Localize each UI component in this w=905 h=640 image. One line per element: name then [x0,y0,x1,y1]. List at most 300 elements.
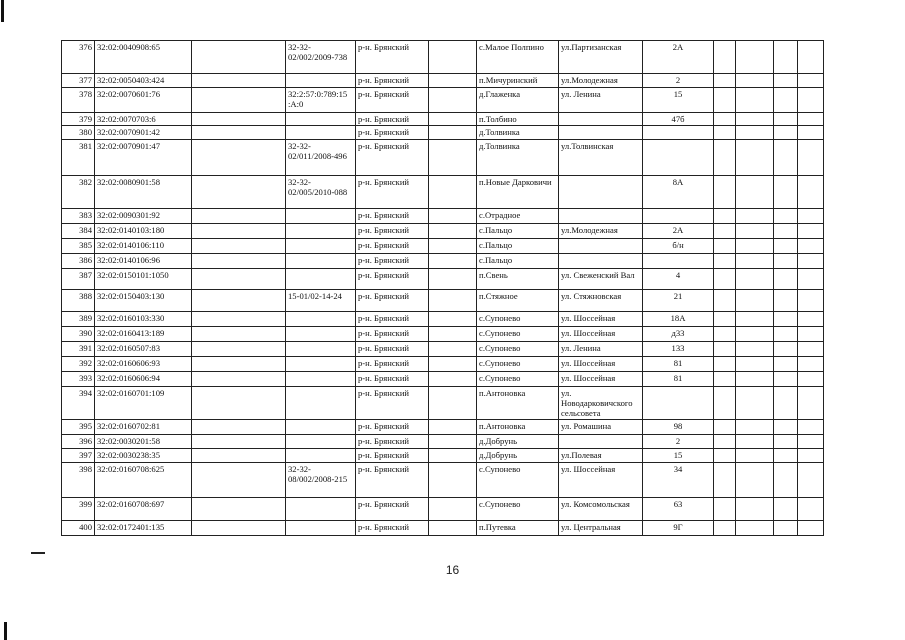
table-row [62,176,824,209]
cell-blank [774,140,798,176]
cell-blank [714,435,736,449]
cell-district: р-н. Брянский [356,209,429,224]
cell-blank [774,74,798,88]
cell-district: р-н. Брянский [356,449,429,463]
cell-district: р-н. Брянский [356,387,429,420]
cell-blank [798,463,824,498]
cell-blank [714,357,736,372]
cell-blank [798,435,824,449]
table-row [62,126,824,140]
cell-house-number: 63 [643,498,714,521]
cell-blank [736,342,774,357]
cell-blank [736,521,774,536]
cell-street: ул.Толвинская [559,140,643,176]
cell-blank [774,88,798,113]
cell-street: ул.Молодежная [559,224,643,239]
cell-district: р-н. Брянский [356,254,429,269]
cell-house-number [643,254,714,269]
cell-blank [774,420,798,435]
cell-registration-number [286,209,356,224]
cell-blank [774,387,798,420]
cell-registration-number: 32-32-02/011/2008-496 [286,140,356,176]
table-row [62,113,824,126]
cell-blank [736,224,774,239]
cell-settlement: п.Антоновка [477,387,559,420]
cell-blank [736,254,774,269]
cell-district: р-н. Брянский [356,269,429,290]
cell-settlement: с.Супонево [477,342,559,357]
cell-settlement: п.Свень [477,269,559,290]
cell-blank [429,357,477,372]
cell-blank [736,463,774,498]
cell-blank [192,224,286,239]
cell-blank [774,126,798,140]
table-row [62,498,824,521]
cell-house-number: 2А [643,224,714,239]
cell-house-number: 2 [643,435,714,449]
cell-district: р-н. Брянский [356,327,429,342]
cell-registration-number [286,372,356,387]
cell-blank [714,88,736,113]
cell-row-number: 392 [62,357,95,372]
cell-row-number: 382 [62,176,95,209]
cell-blank [714,290,736,312]
cell-settlement: п.Толбино [477,113,559,126]
cell-street: ул.Партизанская [559,41,643,74]
cell-house-number: 18А [643,312,714,327]
cell-house-number [643,209,714,224]
cell-blank [798,269,824,290]
cell-row-number: 380 [62,126,95,140]
cell-cadastral-number: 32:02:0080901:58 [95,176,192,209]
cell-registration-number [286,126,356,140]
cell-cadastral-number: 32:02:0070703:6 [95,113,192,126]
cell-settlement: с.Супонево [477,463,559,498]
cell-blank [429,327,477,342]
cell-blank [736,269,774,290]
cell-blank [736,387,774,420]
cell-cadastral-number: 32:02:0140106:110 [95,239,192,254]
cell-district: р-н. Брянский [356,140,429,176]
table-row [62,312,824,327]
cell-blank [429,312,477,327]
cell-blank [774,41,798,74]
table-row [62,224,824,239]
cell-blank [714,176,736,209]
cell-blank [798,290,824,312]
cell-registration-number [286,387,356,420]
cell-cadastral-number: 32:02:0160103:330 [95,312,192,327]
cell-district: р-н. Брянский [356,498,429,521]
table-row [62,463,824,498]
cell-blank [714,254,736,269]
table-row [62,88,824,113]
cell-district: р-н. Брянский [356,521,429,536]
cell-settlement: с.Пальцо [477,224,559,239]
cell-street [559,435,643,449]
cell-blank [774,312,798,327]
table-row [62,209,824,224]
cell-street: ул. Шоссейная [559,463,643,498]
cell-district: р-н. Брянский [356,239,429,254]
cell-blank [736,449,774,463]
cell-blank [774,463,798,498]
cell-settlement: д.Добрунь [477,435,559,449]
cell-house-number: 98 [643,420,714,435]
cell-district: р-н. Брянский [356,74,429,88]
cell-street: ул. Ленина [559,88,643,113]
cell-blank [798,420,824,435]
cell-street [559,113,643,126]
cell-blank [774,224,798,239]
cell-blank [192,209,286,224]
cell-row-number: 386 [62,254,95,269]
cell-settlement: п.Путевка [477,521,559,536]
cell-blank [774,449,798,463]
cell-row-number: 381 [62,140,95,176]
cell-street: ул. Комсомольская [559,498,643,521]
cell-settlement: с.Супонево [477,372,559,387]
cell-blank [429,290,477,312]
cell-street: ул. Новодарковичского сельсовета [559,387,643,420]
cell-blank [736,357,774,372]
cell-blank [714,224,736,239]
cell-district: р-н. Брянский [356,88,429,113]
cell-settlement: п.Антоновка [477,420,559,435]
cell-street: ул. Шоссейная [559,327,643,342]
cell-house-number: 2 [643,74,714,88]
cell-district: р-н. Брянский [356,290,429,312]
cell-blank [774,290,798,312]
cell-settlement: д.Глаженка [477,88,559,113]
cell-blank [192,372,286,387]
cell-blank [192,463,286,498]
cell-settlement: с.Отрадное [477,209,559,224]
cell-house-number: 8А [643,176,714,209]
cell-blank [798,498,824,521]
cell-street: ул. Шоссейная [559,312,643,327]
cell-blank [798,209,824,224]
cell-row-number: 376 [62,41,95,74]
cell-blank [736,239,774,254]
cell-blank [736,74,774,88]
cell-row-number: 383 [62,209,95,224]
cell-blank [429,420,477,435]
cell-street: ул.Полевая [559,449,643,463]
cell-blank [798,88,824,113]
table-row [62,420,824,435]
cell-blank [429,449,477,463]
cell-district: р-н. Брянский [356,113,429,126]
cell-district: р-н. Брянский [356,224,429,239]
cell-blank [714,449,736,463]
cell-registration-number [286,420,356,435]
cell-blank [798,176,824,209]
table-row [62,449,824,463]
table-body [62,41,824,536]
cell-blank [429,435,477,449]
cell-blank [714,74,736,88]
cell-blank [714,312,736,327]
cell-blank [714,41,736,74]
cell-cadastral-number: 32:02:0160413:189 [95,327,192,342]
table-row [62,327,824,342]
cell-blank [774,239,798,254]
cell-registration-number [286,357,356,372]
cell-blank [714,239,736,254]
cell-settlement: с.Супонево [477,498,559,521]
cell-blank [798,521,824,536]
cell-blank [714,342,736,357]
cell-house-number: б/н [643,239,714,254]
cell-district: р-н. Брянский [356,126,429,140]
cell-blank [714,372,736,387]
cell-settlement: п.Стяжное [477,290,559,312]
cell-blank [798,254,824,269]
cell-row-number: 399 [62,498,95,521]
cell-blank [774,209,798,224]
cell-cadastral-number: 32:02:0050403:424 [95,74,192,88]
cell-blank [774,357,798,372]
cell-cadastral-number: 32:02:0160702:81 [95,420,192,435]
cell-cadastral-number: 32:02:0030201:58 [95,435,192,449]
cell-blank [774,327,798,342]
cell-cadastral-number: 32:02:0140106:96 [95,254,192,269]
cell-blank [714,521,736,536]
cell-blank [714,387,736,420]
cell-blank [192,435,286,449]
table-row [62,290,824,312]
cell-blank [429,88,477,113]
cell-district: р-н. Брянский [356,420,429,435]
cell-blank [714,126,736,140]
cell-blank [192,140,286,176]
cell-blank [774,372,798,387]
cell-registration-number: 32-32-08/002/2008-215 [286,463,356,498]
cell-settlement: с.Супонево [477,312,559,327]
cell-cadastral-number: 32:02:0160708:697 [95,498,192,521]
cell-blank [192,176,286,209]
cell-blank [774,254,798,269]
page-number: 16 [445,563,460,577]
cell-blank [429,74,477,88]
cell-settlement: с.Пальцо [477,239,559,254]
cell-cadastral-number: 32:02:0070901:42 [95,126,192,140]
cell-blank [736,290,774,312]
table-row [62,357,824,372]
cell-registration-number: 15-01/02-14-24 [286,290,356,312]
cell-registration-number [286,521,356,536]
table-row [62,521,824,536]
cell-blank [714,420,736,435]
cell-house-number: 15 [643,449,714,463]
cell-blank [736,113,774,126]
cell-street: ул. Шоссейная [559,357,643,372]
cell-blank [714,498,736,521]
cell-blank [192,521,286,536]
cell-street [559,239,643,254]
cell-district: р-н. Брянский [356,372,429,387]
cell-street [559,254,643,269]
cell-row-number: 387 [62,269,95,290]
cell-blank [774,176,798,209]
cell-registration-number: 32:2:57:0:789:15 :А:0 [286,88,356,113]
cell-blank [429,239,477,254]
cell-registration-number [286,449,356,463]
cell-blank [714,269,736,290]
cell-house-number: 47б [643,113,714,126]
cell-district: р-н. Брянский [356,342,429,357]
cell-blank [736,209,774,224]
cell-blank [429,41,477,74]
cell-row-number: 389 [62,312,95,327]
cell-blank [736,327,774,342]
cell-blank [429,387,477,420]
cell-row-number: 398 [62,463,95,498]
cell-street: ул. Центральная [559,521,643,536]
cell-row-number: 400 [62,521,95,536]
cell-blank [192,498,286,521]
cell-cadastral-number: 32:02:0140103:180 [95,224,192,239]
cell-registration-number: 32-32-02/005/2010-088 [286,176,356,209]
cell-blank [429,224,477,239]
cell-blank [736,435,774,449]
table-row [62,435,824,449]
cell-blank [714,113,736,126]
table-row [62,239,824,254]
cell-blank [798,342,824,357]
scan-edge-mark [1,0,4,22]
cell-blank [192,41,286,74]
cell-settlement: с.Пальцо [477,254,559,269]
cell-house-number: 81 [643,357,714,372]
cell-cadastral-number: 32:02:0160701:109 [95,387,192,420]
cell-house-number: 81 [643,372,714,387]
cell-blank [429,463,477,498]
cell-row-number: 385 [62,239,95,254]
cell-blank [798,449,824,463]
cell-registration-number [286,269,356,290]
cell-registration-number [286,254,356,269]
table-row [62,372,824,387]
cell-blank [736,312,774,327]
cell-blank [429,176,477,209]
cell-cadastral-number: 32:02:0040908:65 [95,41,192,74]
cell-blank [714,327,736,342]
cell-row-number: 396 [62,435,95,449]
cell-row-number: 395 [62,420,95,435]
cell-blank [192,239,286,254]
cell-street [559,176,643,209]
cell-blank [774,113,798,126]
cell-blank [429,254,477,269]
cell-street: ул. Ленина [559,342,643,357]
cell-cadastral-number: 32:02:0150101:1050 [95,269,192,290]
cell-registration-number [286,342,356,357]
cell-district: р-н. Брянский [356,357,429,372]
cell-registration-number [286,435,356,449]
cell-blank [192,88,286,113]
cell-settlement: с.Малое Полпино [477,41,559,74]
cell-cadastral-number: 32:02:0160606:94 [95,372,192,387]
cell-row-number: 397 [62,449,95,463]
cell-district: р-н. Брянский [356,312,429,327]
cell-blank [798,239,824,254]
table-row [62,269,824,290]
cell-blank [192,126,286,140]
cell-blank [736,372,774,387]
cell-blank [192,357,286,372]
cell-blank [798,74,824,88]
cell-blank [798,126,824,140]
cell-cadastral-number: 32:02:0160507:83 [95,342,192,357]
cell-house-number: 34 [643,463,714,498]
cell-house-number: 9Г [643,521,714,536]
cell-cadastral-number: 32:02:0150403:130 [95,290,192,312]
cell-blank [736,176,774,209]
cell-blank [429,269,477,290]
cell-house-number: 4 [643,269,714,290]
cell-row-number: 379 [62,113,95,126]
cell-blank [774,521,798,536]
cell-house-number: д33 [643,327,714,342]
cell-house-number: 15 [643,88,714,113]
cell-blank [736,88,774,113]
cell-blank [798,372,824,387]
cell-street: ул. Ромашина [559,420,643,435]
cell-cadastral-number: 32:02:0160606:93 [95,357,192,372]
cell-street: ул. Стяжновская [559,290,643,312]
margin-dash-mark [31,552,45,554]
cell-house-number: 133 [643,342,714,357]
cell-blank [429,209,477,224]
cell-blank [798,357,824,372]
cell-blank [798,113,824,126]
cell-blank [714,209,736,224]
cell-blank [429,498,477,521]
cell-settlement: п.Мичуринский [477,74,559,88]
cell-blank [192,113,286,126]
cell-blank [798,41,824,74]
table-row [62,140,824,176]
cell-row-number: 393 [62,372,95,387]
cell-row-number: 377 [62,74,95,88]
cell-registration-number [286,327,356,342]
cell-blank [736,420,774,435]
cell-blank [429,342,477,357]
cell-district: р-н. Брянский [356,176,429,209]
cell-blank [774,342,798,357]
cell-house-number: 2А [643,41,714,74]
cell-blank [774,498,798,521]
cell-row-number: 378 [62,88,95,113]
cell-settlement: п.Новые Дарковичи [477,176,559,209]
cell-cadastral-number: 32:02:0160708:625 [95,463,192,498]
cell-blank [429,521,477,536]
table-row [62,254,824,269]
cell-registration-number [286,312,356,327]
cell-blank [192,449,286,463]
cell-settlement: с.Супонево [477,327,559,342]
cell-house-number [643,140,714,176]
cell-row-number: 390 [62,327,95,342]
table-row [62,387,824,420]
cell-blank [798,224,824,239]
cell-blank [798,387,824,420]
table-row [62,74,824,88]
cell-blank [798,327,824,342]
cell-registration-number [286,113,356,126]
